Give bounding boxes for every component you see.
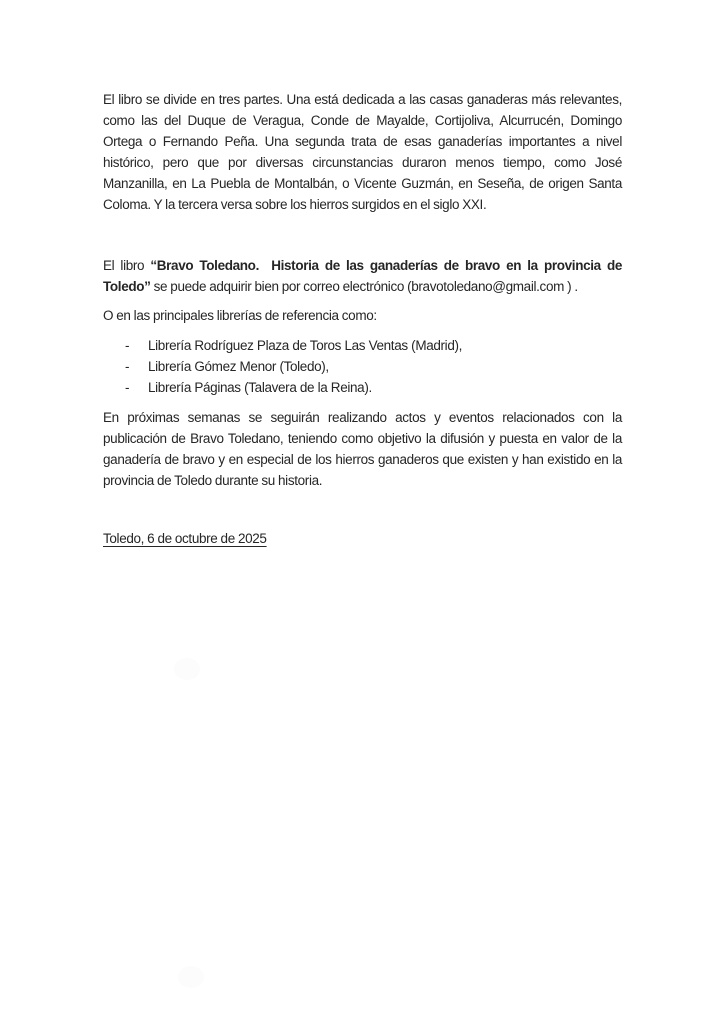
page-smudge [178, 966, 204, 988]
book-title: “Bravo Toledano. Historia de las ganaderías de bravo en la provincia de Toledo” [103, 258, 623, 294]
list-item [103, 335, 622, 356]
paragraph-purchase-prefix: El libro [103, 258, 151, 273]
bookstore-label: Librería Gómez Menor (Toledo), [148, 359, 329, 374]
bookstore-label: Librería Páginas (Talavera de la Reina). [148, 380, 372, 395]
document-content [103, 89, 622, 549]
list-item [103, 377, 622, 398]
paragraph-upcoming-events: En próximas semanas se seguirán realizando actos y eventos relacionados con la publicación de Bravo Toledano, teniendo como objetivo la difusión y puesta en valor de la ganadería de bravo y en especial de los hierros ganaderos que existen y han existido en la provincia de Toledo durante su historia. [103, 410, 622, 488]
paragraph-book-structure: El libro se divide en tres partes. Una está dedicada a las casas ganaderas más relevantes, como las del Duque de Veragua, Conde de Mayalde, Cortijoliva, Alcurrucén, Domingo Ortega o Fernando Peña. Una segunda trata de esas ganaderías importantes a nivel histórico, pero que por diversas circunstancias duraron menos tiempo, como José Manzanilla, en La Puebla de Montalbán, o Vicente Guzmán, en Seseña, de origen Santa Coloma. Y la tercera versa sobre los hierros surgidos en el siglo XXI. [103, 92, 622, 212]
dash-bullet-icon: - [125, 338, 130, 353]
dateline: Toledo, 6 de octubre de 2025 [103, 531, 267, 546]
list-item [103, 356, 622, 377]
paragraph-purchase-rest: se puede adquirir bien por correo electrónico (bravotoledano@gmail.com ) . [150, 279, 578, 294]
dash-bullet-icon: - [125, 380, 130, 395]
paragraph-bookstores-intro: O en las principales librerías de referencia como: [103, 308, 377, 323]
bookstore-list [103, 335, 622, 398]
page-smudge [174, 658, 200, 680]
dash-bullet-icon: - [125, 359, 130, 374]
paragraph-purchase-info [103, 255, 622, 297]
bookstore-label: Librería Rodríguez Plaza de Toros Las Ventas (Madrid), [148, 338, 463, 353]
